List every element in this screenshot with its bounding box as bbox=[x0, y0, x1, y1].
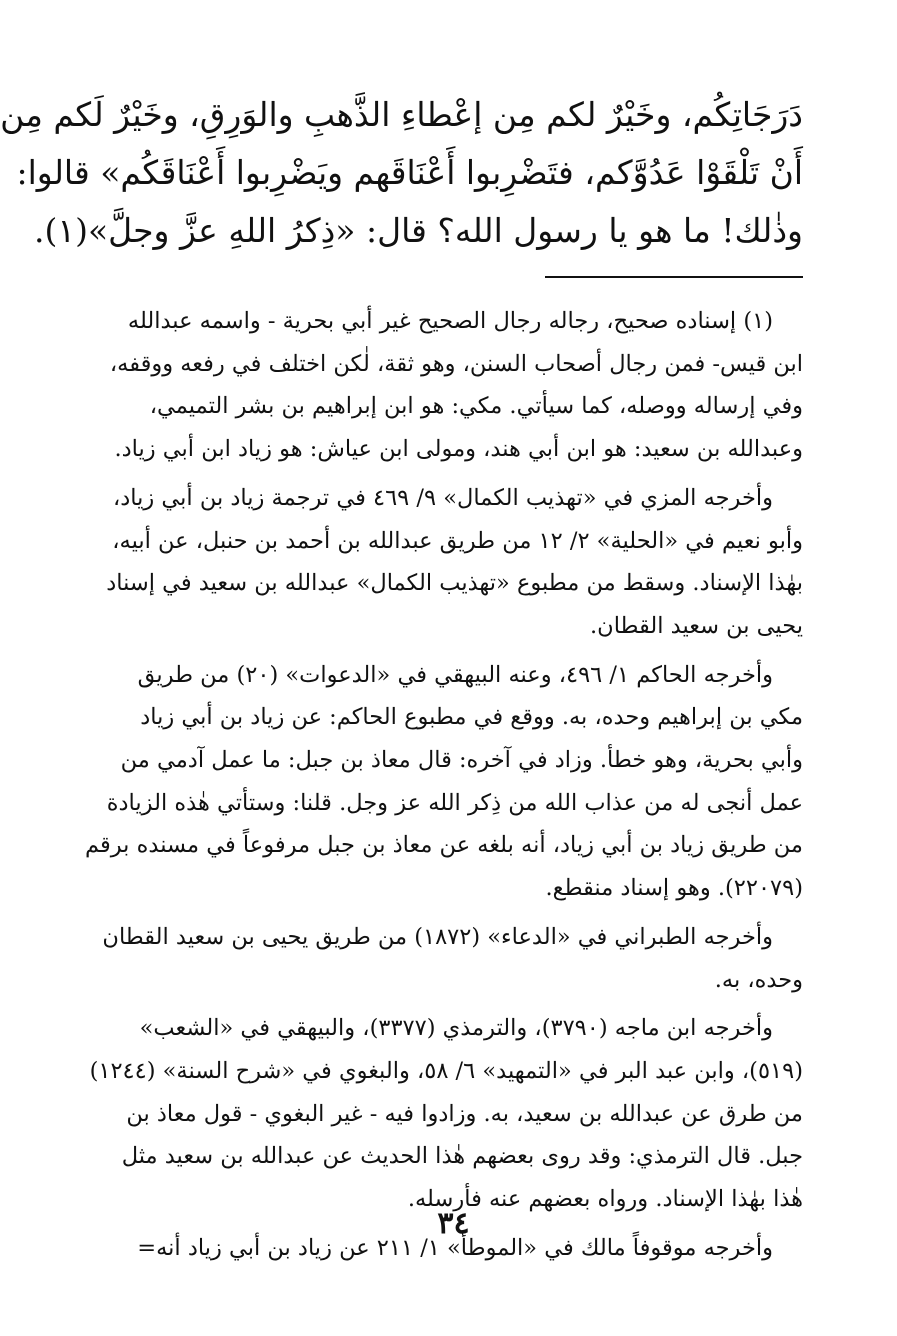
hadith-line-1: دَرَجَاتِكُم، وخَيْرٌ لكم مِن إعْطاءِ الذَّهبِ والوَرِقِ، وخَيْرٌ لَكم مِن bbox=[0, 95, 803, 134]
footnote-line: وأخرجه الحاكم ١/ ٤٩٦، وعنه البيهقي في «الدعوات» (٢٠) من طريق bbox=[137, 661, 773, 688]
footnote-line: وأخرجه ابن ماجه (٣٧٩٠)، والترمذي (٣٣٧٧)، والبيهقي في «الشعب» bbox=[139, 1015, 773, 1042]
page-number: ٣٤ bbox=[437, 1206, 470, 1241]
footnote-line: ابن قيس- فمن رجال أصحاب السنن، وهو ثقة، لٰكن اختلف في رفعه ووقفه، bbox=[109, 350, 803, 377]
footnote-line: (١) إسناده صحيح، رجاله رجال الصحيح غير أبي بحرية - واسمه عبدالله bbox=[127, 308, 773, 334]
footnote-paragraph-3 bbox=[85, 654, 803, 910]
footnote-line: (٥١٩)، وابن عبد البر في «التمهيد» ٦/ ٥٨، والبغوي في «شرح السنة» (١٢٤٤) bbox=[89, 1057, 803, 1084]
footnote-line: وأخرجه المزي في «تهذيب الكمال» ٩/ ٤٦٩ في ترجمة زياد بن أبي زياد، bbox=[112, 484, 773, 511]
footnote-line: وأخرجه موقوفاً مالك في «الموطأ» ١/ ٢١١ عن زياد بن أبي زياد أنه= bbox=[137, 1234, 773, 1261]
footnote-line: بهٰذا الإسناد. وسقط من مطبوع «تهذيب الكمال» عبدالله بن سعيد في إسناد bbox=[106, 570, 803, 597]
footnote-line: (٢٢٠٧٩). وهو إسناد منقطع. bbox=[545, 875, 803, 902]
footnote-line: وأبي بحرية، وهو خطأ. وزاد في آخره: قال معاذ بن جبل: ما عمل آدمي من bbox=[120, 747, 803, 774]
footnote-line: وعبدالله بن سعيد: هو ابن أبي هند، ومولى ابن عياش: هو زياد ابن أبي زياد. bbox=[114, 436, 803, 463]
footnote-line: جبل. قال الترمذي: وقد روى بعضهم هٰذا الحديث عن عبدالله بن سعيد مثل bbox=[121, 1143, 803, 1170]
footnote-line: يحيى بن سعيد القطان. bbox=[590, 612, 803, 639]
hadith-text bbox=[0, 86, 803, 260]
footnote-paragraph-1 bbox=[90, 300, 803, 471]
footnote-paragraph-4 bbox=[90, 916, 803, 1001]
footnote-line: من طرق عن عبدالله بن سعيد، به. وزادوا فيه - غير البغوي - قول معاذ بن bbox=[126, 1100, 803, 1127]
footnote-line: من طريق زياد بن أبي زياد، أنه بلغه عن معاذ بن جبل مرفوعاً في مسنده برقم bbox=[85, 832, 803, 859]
footnote-paragraph-5 bbox=[90, 1007, 803, 1221]
footnotes bbox=[85, 300, 803, 1275]
footnote-line: هٰذا بهٰذا الإسناد. ورواه بعضهم عنه فأرسله. bbox=[407, 1186, 803, 1213]
hadith-line-2: أَنْ تَلْقَوْا عَدُوَّكم، فتَضْرِبوا أَعْنَاقَهم ويَضْرِبوا أَعْنَاقَكُم» قالوا: bbox=[16, 153, 803, 192]
footnote-line: وأبو نعيم في «الحلية» ٢/ ١٢ من طريق عبدالله بن أحمد بن حنبل، عن أبيه، bbox=[112, 527, 803, 554]
footnote-line: وأخرجه الطبراني في «الدعاء» (١٨٧٢) من طريق يحيى بن سعيد القطان bbox=[102, 923, 773, 950]
footnote-line: وحده، به. bbox=[714, 966, 803, 993]
footnote-separator bbox=[545, 276, 803, 278]
footnote-line: عمل أنجى له من عذاب الله من ذِكر الله عز وجل. قلنا: وستأتي هٰذه الزيادة bbox=[106, 789, 803, 816]
hadith-line-3: وذٰلك! ما هو يا رسول الله؟ قال: «ذِكرُ اللهِ عزَّ وجلَّ»(١). bbox=[33, 211, 803, 250]
footnote-line: وفي إرساله ووصله، كما سيأتي. مكي: هو ابن إبراهيم بن بشر التميمي، bbox=[149, 393, 803, 420]
footnote-paragraph-2 bbox=[90, 477, 803, 648]
footnote-line: مكي بن إبراهيم وحده، به. ووقع في مطبوع الحاكم: عن زياد بن أبي زياد bbox=[140, 704, 803, 731]
